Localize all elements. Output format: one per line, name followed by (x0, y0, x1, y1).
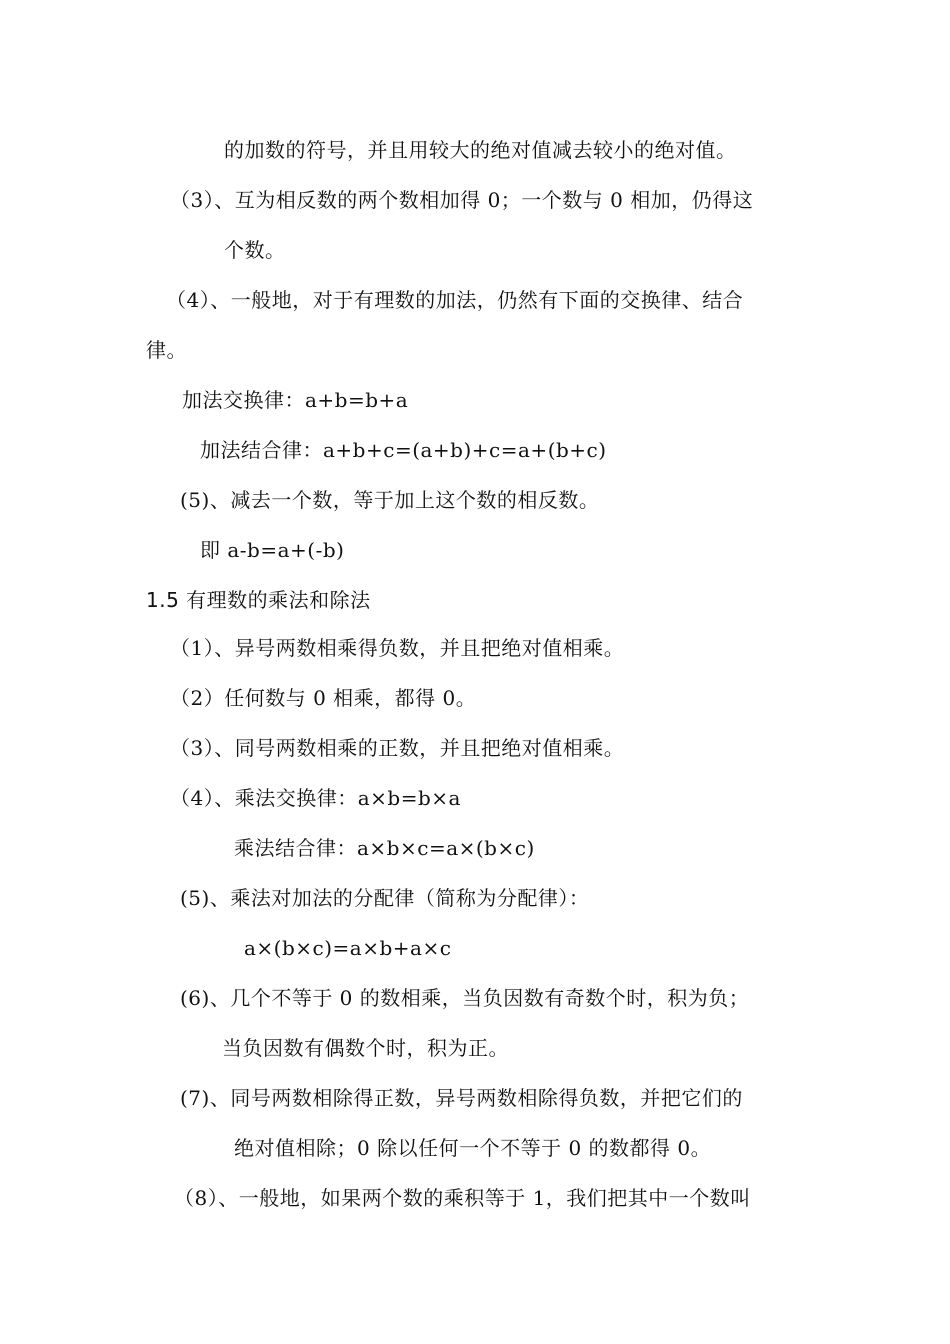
section-heading: 1.5 有理数的乘法和除法 (146, 588, 371, 612)
text-line-6: 加法交换律：a+b=b+a (182, 388, 409, 412)
text-line-1: 的加数的符号，并且用较大的绝对值减去较小的绝对值。 (224, 138, 737, 162)
text-line-3: 个数。 (224, 238, 286, 262)
text-line-4: （4）、一般地，对于有理数的加法，仍然有下面的交换律、结合 (166, 288, 744, 312)
text-line-9: 即 a-b=a+(-b) (200, 538, 345, 562)
text-line-11: （1）、异号两数相乘得负数，并且把绝对值相乘。 (170, 636, 625, 660)
text-line-19: 当负因数有偶数个时，积为正。 (222, 1036, 509, 1060)
text-line-8: (5)、减去一个数，等于加上这个数的相反数。 (180, 488, 600, 512)
text-line-18: (6)、几个不等于 0 的数相乘，当负因数有奇数个时，积为负； (180, 986, 750, 1010)
text-line-14: （4）、乘法交换律：a×b=b×a (170, 786, 461, 810)
text-line-20: (7)、同号两数相除得正数，异号两数相除得负数，并把它们的 (180, 1086, 743, 1110)
text-line-15: 乘法结合律：a×b×c=a×(b×c) (234, 836, 535, 860)
text-line-21: 绝对值相除；0 除以任何一个不等于 0 的数都得 0。 (234, 1136, 712, 1160)
text-line-2: （3）、互为相反数的两个数相加得 0；一个数与 0 相加，仍得这 (170, 188, 754, 212)
text-line-7: 加法结合律：a+b+c=(a+b)+c=a+(b+c) (200, 438, 607, 462)
text-line-22: （8）、一般地，如果两个数的乘积等于 1，我们把其中一个数叫 (174, 1186, 751, 1210)
text-line-5: 律。 (146, 338, 187, 362)
text-line-12: （2）任何数与 0 相乘，都得 0。 (170, 686, 477, 710)
text-line-13: （3）、同号两数相乘的正数，并且把绝对值相乘。 (170, 736, 625, 760)
text-line-17: a×(b×c)=a×b+a×c (244, 936, 452, 960)
text-line-16: (5)、乘法对加法的分配律（简称为分配律）： (180, 886, 590, 910)
